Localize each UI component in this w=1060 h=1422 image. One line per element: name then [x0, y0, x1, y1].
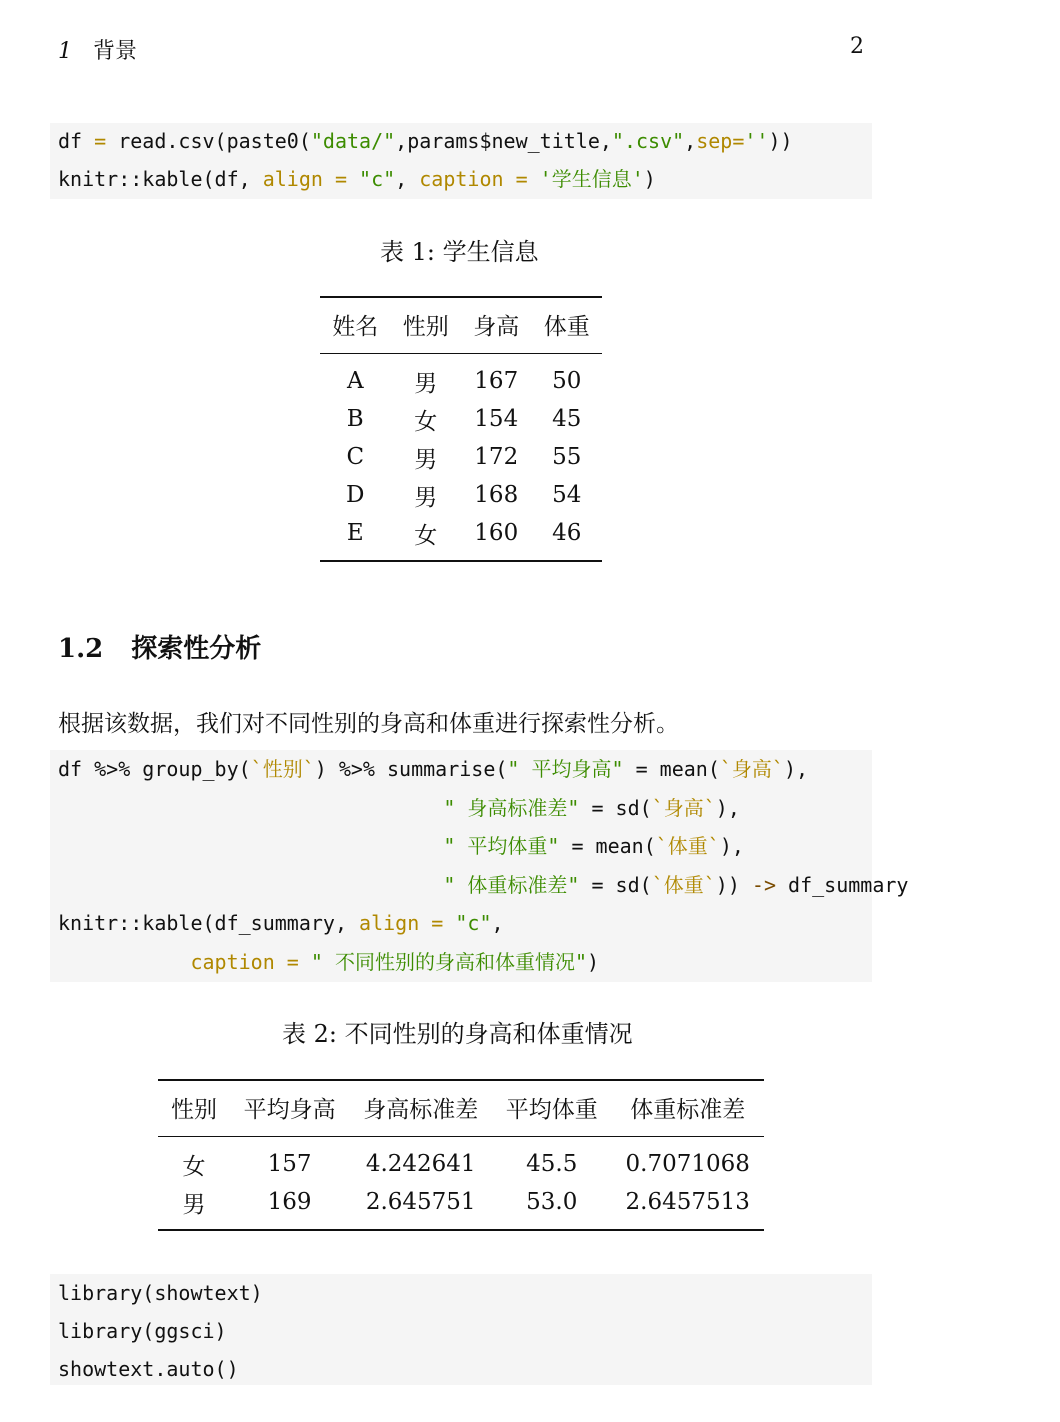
- code-token: df %>% group_by(: [58, 757, 251, 781]
- student-info-table: [320, 296, 602, 562]
- table-cell: 50: [552, 368, 582, 394]
- code-line: [58, 165, 656, 193]
- table-cell: A: [346, 368, 364, 394]
- section-heading: [58, 628, 261, 665]
- code-token: ,: [491, 911, 504, 936]
- code-token: [58, 950, 190, 974]
- code-token: = mean(: [559, 834, 656, 859]
- table-cell: 169: [267, 1189, 312, 1215]
- code-token: '': [744, 129, 769, 153]
- code-token: align =: [359, 911, 456, 936]
- code-token: sep=: [696, 129, 745, 153]
- code-token: [58, 796, 443, 820]
- code-token: " 体重标准差": [443, 872, 580, 897]
- code-line: [58, 1355, 239, 1383]
- table-header-row: [158, 1080, 764, 1137]
- code-token: [58, 834, 443, 858]
- column-header: 体重标准差: [611, 1080, 764, 1137]
- code-token: " 不同性别的身高和体重情况": [310, 950, 587, 974]
- code-token: " 身高标准差": [443, 795, 580, 820]
- code-token: =: [94, 129, 107, 153]
- table2-caption: 表 2: 不同性别的身高和体重情况: [282, 1020, 633, 1048]
- section-title: 探索性分析: [131, 634, 262, 664]
- code-line: [58, 127, 793, 155]
- summary-table: [158, 1079, 764, 1231]
- header-section-number: 1: [58, 39, 72, 64]
- code-token: df: [58, 129, 95, 153]
- column-header: 性别: [391, 297, 462, 354]
- table-cell: 46: [552, 520, 582, 546]
- table-cell: C: [346, 444, 365, 470]
- table-cell: 55: [552, 444, 582, 470]
- code-token: ),: [715, 795, 740, 820]
- code-token: "c": [359, 167, 396, 191]
- code-token: )): [768, 129, 793, 153]
- code-token: df_summary: [776, 872, 909, 897]
- code-token: ->: [751, 872, 776, 897]
- table-cell: 0.7071068: [625, 1151, 750, 1177]
- code-token: `身高`: [651, 795, 716, 820]
- code-token: " 平均体重": [443, 834, 560, 859]
- table-cell: 男: [182, 1191, 206, 1218]
- code-token: `体重`: [655, 834, 720, 859]
- table-row: [158, 1137, 764, 1184]
- column-header: 身高标准差: [349, 1080, 492, 1137]
- running-header-section: [58, 34, 137, 65]
- table-row: [320, 476, 602, 514]
- code-token: [58, 873, 443, 897]
- code-token: ,params$new_title,: [395, 129, 612, 153]
- code-line: [58, 1279, 263, 1307]
- code-token: ),: [719, 834, 744, 859]
- table-row: [158, 1183, 764, 1230]
- code-token: library(ggsci): [58, 1319, 227, 1343]
- table-cell: 160: [474, 520, 519, 546]
- table-header-row: [320, 297, 602, 354]
- code-token: = sd(: [579, 872, 652, 897]
- table-cell: 女: [414, 522, 438, 549]
- code-token: )): [715, 872, 752, 897]
- code-token: `性别`: [250, 757, 315, 781]
- code-line: [58, 755, 808, 783]
- code-token: caption =: [419, 167, 540, 191]
- table-cell: D: [346, 482, 365, 508]
- table-row: [320, 514, 602, 561]
- table-row: [320, 438, 602, 476]
- table-cell: 154: [474, 406, 519, 432]
- column-header: 姓名: [320, 297, 391, 354]
- code-line: [58, 871, 908, 899]
- table-cell: 45: [552, 406, 582, 432]
- table-cell: 女: [414, 408, 438, 435]
- header-section-title: 背景: [92, 39, 137, 64]
- code-token: knitr::kable(df,: [58, 167, 263, 191]
- code-token: align =: [262, 167, 360, 191]
- code-line: [58, 832, 744, 860]
- code-token: ,: [684, 129, 697, 153]
- column-header: 体重: [532, 297, 603, 354]
- code-token: = sd(: [579, 795, 652, 820]
- section-number: 1.2: [58, 634, 104, 664]
- code-token: ): [643, 167, 656, 191]
- code-token: '学生信息': [539, 167, 644, 191]
- table-cell: B: [346, 406, 364, 432]
- code-token: ) %>% summarise(: [314, 757, 508, 781]
- code-token: read.csv(paste0(: [106, 129, 311, 153]
- code-token: showtext.auto(): [58, 1357, 239, 1381]
- code-line: [58, 1317, 227, 1345]
- table-cell: 2.645751: [365, 1189, 476, 1215]
- table-cell: 女: [182, 1153, 206, 1180]
- code-line: [58, 794, 740, 822]
- code-token: "c": [455, 911, 492, 936]
- code-token: ,: [395, 167, 420, 191]
- code-token: " 平均身高": [507, 757, 624, 781]
- table-cell: 男: [414, 370, 438, 397]
- body-paragraph: 根据该数据，我们对不同性别的身高和体重进行探索性分析。: [58, 711, 679, 737]
- code-token: `身高`: [719, 757, 784, 781]
- table-cell: 45.5: [526, 1151, 578, 1177]
- column-header: 平均体重: [492, 1080, 611, 1137]
- code-token: knitr::kable(df_summary,: [58, 911, 360, 936]
- table-row: [320, 354, 602, 401]
- code-token: library(showtext): [58, 1281, 263, 1305]
- table-cell: 男: [414, 484, 438, 511]
- code-token: `体重`: [651, 872, 716, 897]
- code-token: = mean(: [623, 757, 720, 781]
- column-header: 平均身高: [230, 1080, 349, 1137]
- table-cell: 男: [414, 446, 438, 473]
- table-cell: 168: [474, 482, 519, 508]
- code-line: [58, 909, 504, 937]
- code-token: caption =: [190, 950, 311, 974]
- code-block-library: [50, 1274, 872, 1385]
- code-block-read-csv: [50, 123, 872, 199]
- table-cell: 4.242641: [365, 1151, 476, 1177]
- code-token: ),: [783, 757, 809, 781]
- table-cell: 172: [474, 444, 519, 470]
- code-block-summarise: [50, 750, 909, 982]
- code-token: "data/": [310, 129, 396, 153]
- code-line: [58, 948, 599, 976]
- table-row: [320, 400, 602, 438]
- table-cell: 167: [474, 368, 519, 394]
- page-number: 2: [850, 34, 864, 59]
- code-token: ): [587, 950, 600, 974]
- table1-caption: 表 1: 学生信息: [380, 238, 539, 266]
- code-token: ".csv": [611, 129, 685, 153]
- table-cell: 157: [267, 1151, 312, 1177]
- table-cell: 53.0: [526, 1189, 578, 1215]
- table-cell: 2.6457513: [625, 1189, 750, 1215]
- table-cell: 54: [552, 482, 582, 508]
- column-header: 身高: [461, 297, 532, 354]
- table-cell: E: [346, 520, 364, 546]
- column-header: 性别: [158, 1080, 230, 1137]
